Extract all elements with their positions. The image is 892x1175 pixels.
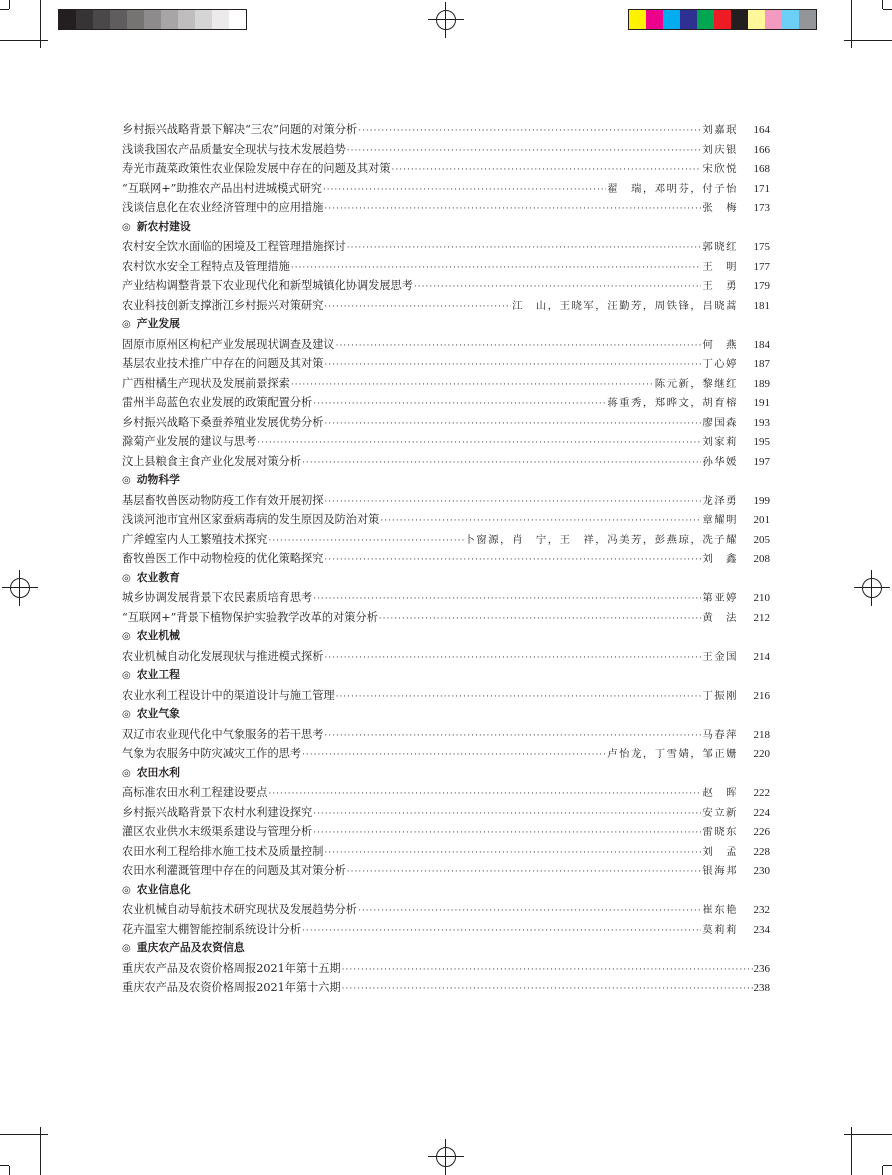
section-heading xyxy=(122,765,770,785)
page-number: 226 xyxy=(753,826,770,838)
article-author: 银海邦 xyxy=(702,865,738,877)
color-bar xyxy=(628,9,817,30)
toc-entry xyxy=(122,589,770,609)
dot-leader xyxy=(342,984,753,994)
crop-mark xyxy=(851,0,852,48)
gray-swatch xyxy=(76,10,93,29)
page-number: 179 xyxy=(753,280,770,292)
crop-mark xyxy=(883,1165,892,1166)
article-title: 双辽市农业现代化中气象服务的若干思考 xyxy=(122,727,324,741)
page-number: 195 xyxy=(753,436,770,448)
toc-entry xyxy=(122,355,770,375)
article-title: 乡村振兴战略背景下农村水利建设探究 xyxy=(122,805,313,819)
article-title: “互联网+”助推农产品出村进城模式研究 xyxy=(122,181,322,195)
dot-leader xyxy=(379,614,702,624)
article-title: 固原市原州区枸杞产业发展现状调查及建议 xyxy=(122,337,335,351)
article-title: 基层畜牧兽医动物防疫工作有效开展初探 xyxy=(122,493,324,507)
article-author: 宋欣悦 xyxy=(702,163,738,175)
article-author: 廖国森 xyxy=(702,416,738,429)
article-title: 农村饮水安全工程特点及管理措施 xyxy=(122,259,290,273)
section-heading xyxy=(122,219,770,239)
section-heading xyxy=(122,940,770,960)
dot-leader xyxy=(302,750,606,760)
gray-swatch xyxy=(110,10,127,29)
toc-entry xyxy=(122,258,770,278)
article-author: 黄 法 xyxy=(702,611,738,624)
toc-entry xyxy=(122,180,770,200)
section-title: 农业工程 xyxy=(136,668,180,681)
toc-entry xyxy=(122,238,770,258)
section-title: 动物科学 xyxy=(136,473,180,486)
section-bullet-icon: ◎ xyxy=(122,475,131,486)
article-author: 章耀明 xyxy=(702,514,738,526)
dot-leader xyxy=(313,828,701,838)
dot-leader xyxy=(323,185,606,195)
section-title: 农业教育 xyxy=(136,570,180,584)
dot-leader xyxy=(336,692,702,702)
page-number: 184 xyxy=(753,338,770,351)
toc-entry xyxy=(122,687,770,707)
gray-swatch xyxy=(161,10,178,29)
section-heading xyxy=(122,316,770,336)
registration-mark-right xyxy=(854,570,890,606)
article-author: 卢怡龙，丁雪婧，邹正姗 xyxy=(607,748,738,760)
toc-entry xyxy=(122,609,770,629)
toc-entry xyxy=(122,901,770,921)
article-title: 农田水利灌溉管理中存在的问题及其对策分析 xyxy=(122,864,346,877)
page-number: 205 xyxy=(753,533,770,546)
crop-mark xyxy=(882,1166,883,1175)
toc-entry xyxy=(122,921,770,941)
article-title: 农田水利工程给排水施工技术及质量控制 xyxy=(122,844,324,858)
dot-leader xyxy=(414,282,701,292)
article-author: 莫莉莉 xyxy=(702,923,738,936)
article-author: 王 明 xyxy=(702,260,738,273)
article-title: 浅谈我国农产品质量安全现状与技术发展趋势 xyxy=(122,142,346,156)
page-number: 208 xyxy=(753,553,770,565)
toc-entry xyxy=(122,277,770,297)
toc-entry xyxy=(122,433,770,453)
table-of-contents xyxy=(122,121,770,999)
page-number: 201 xyxy=(753,514,770,526)
crop-mark xyxy=(40,0,41,48)
gray-swatch xyxy=(144,10,161,29)
dot-leader xyxy=(324,497,701,507)
dot-leader xyxy=(358,906,701,916)
toc-entry xyxy=(122,121,770,141)
page-number: 238 xyxy=(753,982,770,994)
dot-leader xyxy=(342,965,753,975)
dot-leader xyxy=(291,380,654,390)
dot-leader xyxy=(347,146,702,156)
crop-mark xyxy=(40,1127,41,1175)
article-title: 浅谈信息化在农业经济管理中的应用措施 xyxy=(122,201,324,214)
article-title: 农业机械自动导航技术研究现状及发展趋势分析 xyxy=(122,903,357,916)
color-swatch xyxy=(714,10,731,29)
gray-swatch xyxy=(229,10,246,29)
article-author: 马春萍 xyxy=(702,728,738,741)
dot-leader xyxy=(324,653,701,663)
registration-mark-top xyxy=(428,2,464,38)
article-title: 灌区农业供水末级渠系建设与管理分析 xyxy=(122,825,313,838)
dot-leader xyxy=(324,419,701,429)
toc-entry xyxy=(122,531,770,551)
section-heading xyxy=(122,570,770,590)
page-number: 216 xyxy=(753,689,770,702)
page-number: 187 xyxy=(753,358,770,370)
section-bullet-icon: ◎ xyxy=(122,709,131,720)
section-bullet-icon: ◎ xyxy=(122,572,131,584)
section-title: 农田水利 xyxy=(136,765,180,779)
article-author: 蒋重秀，郑晔文，胡育榕 xyxy=(607,397,738,409)
gray-swatch xyxy=(93,10,110,29)
crop-mark xyxy=(0,9,9,10)
toc-entry xyxy=(122,453,770,473)
color-swatch xyxy=(629,10,646,29)
dot-leader xyxy=(313,399,606,409)
dot-leader xyxy=(347,243,702,253)
article-title: 气象为农服务中防灾减灾工作的思考 xyxy=(122,747,302,760)
article-author: 刘庆银 xyxy=(702,143,738,156)
article-title: 寿光市蔬菜政策性农业保险发展中存在的问题及其对策 xyxy=(122,162,391,175)
toc-entry xyxy=(122,199,770,219)
dot-leader xyxy=(336,341,702,351)
article-title: 乡村振兴战略下桑蚕养殖业发展优势分析 xyxy=(122,415,324,429)
dot-leader xyxy=(313,594,701,604)
dot-leader xyxy=(324,302,511,312)
article-title: 农村安全饮水面临的困境及工程管理措施探讨 xyxy=(122,240,346,253)
article-title: 浅谈河池市宜州区家蚕病毒病的发生原因及防治对策 xyxy=(122,513,380,526)
dot-leader xyxy=(313,809,701,819)
dot-leader xyxy=(380,516,701,526)
page-number: 214 xyxy=(753,650,770,663)
crop-mark xyxy=(0,1165,9,1166)
page-number: 168 xyxy=(753,163,770,175)
article-title: 农业机械自动化发展现状与推进模式探析 xyxy=(122,649,324,663)
article-title: “互联网+”背景下植物保护实验教学改革的对策分析 xyxy=(122,610,378,624)
crop-mark xyxy=(883,9,892,10)
dot-leader xyxy=(302,926,701,936)
section-heading xyxy=(122,472,770,492)
dot-leader xyxy=(291,263,702,273)
page-number: 210 xyxy=(753,592,770,604)
dot-leader xyxy=(358,126,701,136)
article-author: 何 燕 xyxy=(702,338,738,351)
toc-entry xyxy=(122,784,770,804)
article-author: 雷晓东 xyxy=(702,826,738,838)
page-number: 222 xyxy=(753,787,770,799)
toc-entry xyxy=(122,394,770,414)
article-author: 王金国 xyxy=(702,650,738,663)
toc-entry xyxy=(122,141,770,161)
article-title: 基层农业技术推广中存在的问题及其对策 xyxy=(122,357,324,370)
dot-leader xyxy=(347,867,702,877)
color-swatch xyxy=(680,10,697,29)
article-title: 农业水利工程设计中的渠道设计与施工管理 xyxy=(122,688,335,702)
color-swatch xyxy=(731,10,748,29)
crop-mark xyxy=(851,1127,852,1175)
toc-entry xyxy=(122,492,770,512)
page-number: 218 xyxy=(753,728,770,741)
gray-swatch xyxy=(178,10,195,29)
color-swatch xyxy=(799,10,816,29)
section-heading xyxy=(122,628,770,648)
page-number: 164 xyxy=(753,124,770,136)
article-title: 广西柑橘生产现状及发展前景探索 xyxy=(122,376,290,390)
page-number: 175 xyxy=(753,241,770,253)
page-number: 193 xyxy=(753,416,770,429)
section-title: 农业机械 xyxy=(136,629,180,642)
article-title: 高标准农田水利工程建设要点 xyxy=(122,786,268,799)
article-author: 卜窗源，肖 宁，王 祥，冯美芳，彭燕琼，冼子耀 xyxy=(464,533,738,546)
page-number: 230 xyxy=(753,865,770,877)
section-heading xyxy=(122,882,770,902)
page-number: 181 xyxy=(753,299,770,312)
dot-leader xyxy=(257,438,701,448)
toc-entry xyxy=(122,979,770,999)
page-number: 236 xyxy=(753,962,770,975)
article-title: 城乡协调发展背景下农民素质培育思考 xyxy=(122,591,313,604)
article-author: 刘嘉珉 xyxy=(702,124,738,136)
article-author: 崔东艳 xyxy=(702,904,738,916)
section-heading xyxy=(122,667,770,687)
color-swatch xyxy=(663,10,680,29)
toc-entry xyxy=(122,804,770,824)
dot-leader xyxy=(302,458,701,468)
color-swatch xyxy=(782,10,799,29)
page-number: 166 xyxy=(753,143,770,156)
section-title: 产业发展 xyxy=(136,317,180,330)
toc-entry xyxy=(122,297,770,317)
article-title: 花卉温室大棚智能控制系统设计分析 xyxy=(122,922,302,936)
dot-leader xyxy=(324,204,701,214)
color-swatch xyxy=(646,10,663,29)
dot-leader xyxy=(392,165,702,175)
section-title: 新农村建设 xyxy=(136,219,191,233)
article-author: 孙华媛 xyxy=(702,455,738,468)
section-bullet-icon: ◎ xyxy=(122,631,131,642)
article-title: 畜牧兽医工作中动物检疫的优化策略探究 xyxy=(122,552,324,565)
color-swatch xyxy=(765,10,782,29)
toc-entry xyxy=(122,550,770,570)
gray-swatch xyxy=(195,10,212,29)
crop-mark xyxy=(882,0,883,9)
gray-swatch xyxy=(59,10,76,29)
page-number: 224 xyxy=(753,806,770,819)
page-number: 191 xyxy=(753,397,770,409)
section-bullet-icon: ◎ xyxy=(122,767,131,779)
dot-leader xyxy=(324,731,701,741)
article-author: 刘家莉 xyxy=(702,436,738,448)
dot-leader xyxy=(324,555,701,565)
page-number: 173 xyxy=(753,202,770,214)
dot-leader xyxy=(324,848,701,858)
article-title: 乡村振兴战略背景下解决“三农”问题的对策分析 xyxy=(122,123,358,136)
article-author: 刘 孟 xyxy=(702,845,738,858)
color-swatch xyxy=(697,10,714,29)
dot-leader xyxy=(268,536,463,546)
crop-mark xyxy=(9,0,10,9)
toc-entry xyxy=(122,823,770,843)
toc-entry xyxy=(122,960,770,980)
article-author: 丁心婷 xyxy=(702,358,738,370)
toc-entry xyxy=(122,511,770,531)
page-number: 232 xyxy=(753,904,770,916)
section-bullet-icon: ◎ xyxy=(122,884,131,896)
section-bullet-icon: ◎ xyxy=(122,319,131,330)
article-author: 第亚婷 xyxy=(702,592,738,604)
article-title: 重庆农产品及农资价格周报2021年第十五期 xyxy=(122,961,341,975)
article-title: 农业科技创新支撑浙江乡村振兴对策研究 xyxy=(122,298,324,312)
article-title: 滁菊产业发展的建议与思考 xyxy=(122,435,257,448)
page-number: 228 xyxy=(753,845,770,858)
gray-swatch xyxy=(127,10,144,29)
registration-mark-left xyxy=(2,570,38,606)
page-number: 189 xyxy=(753,377,770,390)
registration-mark-bottom xyxy=(428,1139,464,1175)
article-title: 雷州半岛蓝色农业发展的政策配置分析 xyxy=(122,396,313,409)
toc-entry xyxy=(122,375,770,395)
article-author: 丁振刚 xyxy=(702,689,738,702)
section-heading xyxy=(122,706,770,726)
article-author: 陈元新，黎继红 xyxy=(654,377,738,390)
toc-entry xyxy=(122,414,770,434)
toc-entry xyxy=(122,843,770,863)
section-bullet-icon: ◎ xyxy=(122,670,131,681)
page-number: 199 xyxy=(753,494,770,507)
grayscale-bar xyxy=(58,9,247,30)
section-title: 农业信息化 xyxy=(136,882,191,896)
page-number: 234 xyxy=(753,923,770,936)
article-author: 江 山，王晓军，汪勤芳，周铁锋，吕晓蒿 xyxy=(512,299,738,312)
toc-entry xyxy=(122,336,770,356)
color-swatch xyxy=(748,10,765,29)
article-author: 安立新 xyxy=(702,806,738,819)
page-number: 177 xyxy=(753,260,770,273)
article-author: 翟 瑞，邓明芬，付子怡 xyxy=(607,182,738,195)
dot-leader xyxy=(268,789,701,799)
article-author: 张 梅 xyxy=(702,202,738,214)
page-number: 220 xyxy=(753,748,770,760)
article-author: 龙泽勇 xyxy=(702,494,738,507)
toc-entry xyxy=(122,648,770,668)
page-number: 212 xyxy=(753,611,770,624)
page-number: 171 xyxy=(753,182,770,195)
article-author: 赵 晖 xyxy=(702,787,738,799)
section-title: 农业气象 xyxy=(136,707,180,720)
article-author: 刘 鑫 xyxy=(702,553,738,565)
page-number: 197 xyxy=(753,455,770,468)
toc-entry xyxy=(122,726,770,746)
toc-entry xyxy=(122,160,770,180)
article-author: 郭晓红 xyxy=(702,241,738,253)
article-title: 产业结构调整背景下农业现代化和新型城镇化协调发展思考 xyxy=(122,279,413,292)
section-bullet-icon: ◎ xyxy=(122,221,131,233)
article-title: 广斧螳室内人工繁殖技术探究 xyxy=(122,532,268,546)
section-title: 重庆农产品及农资信息 xyxy=(136,941,245,954)
gray-swatch xyxy=(212,10,229,29)
article-title: 重庆农产品及农资价格周报2021年第十六期 xyxy=(122,981,341,994)
toc-entry xyxy=(122,862,770,882)
article-title: 汶上县粮食主食产业化发展对策分析 xyxy=(122,454,302,468)
article-author: 王 勇 xyxy=(702,280,738,292)
section-bullet-icon: ◎ xyxy=(122,943,131,954)
crop-mark xyxy=(9,1166,10,1175)
toc-entry xyxy=(122,745,770,765)
dot-leader xyxy=(324,360,701,370)
